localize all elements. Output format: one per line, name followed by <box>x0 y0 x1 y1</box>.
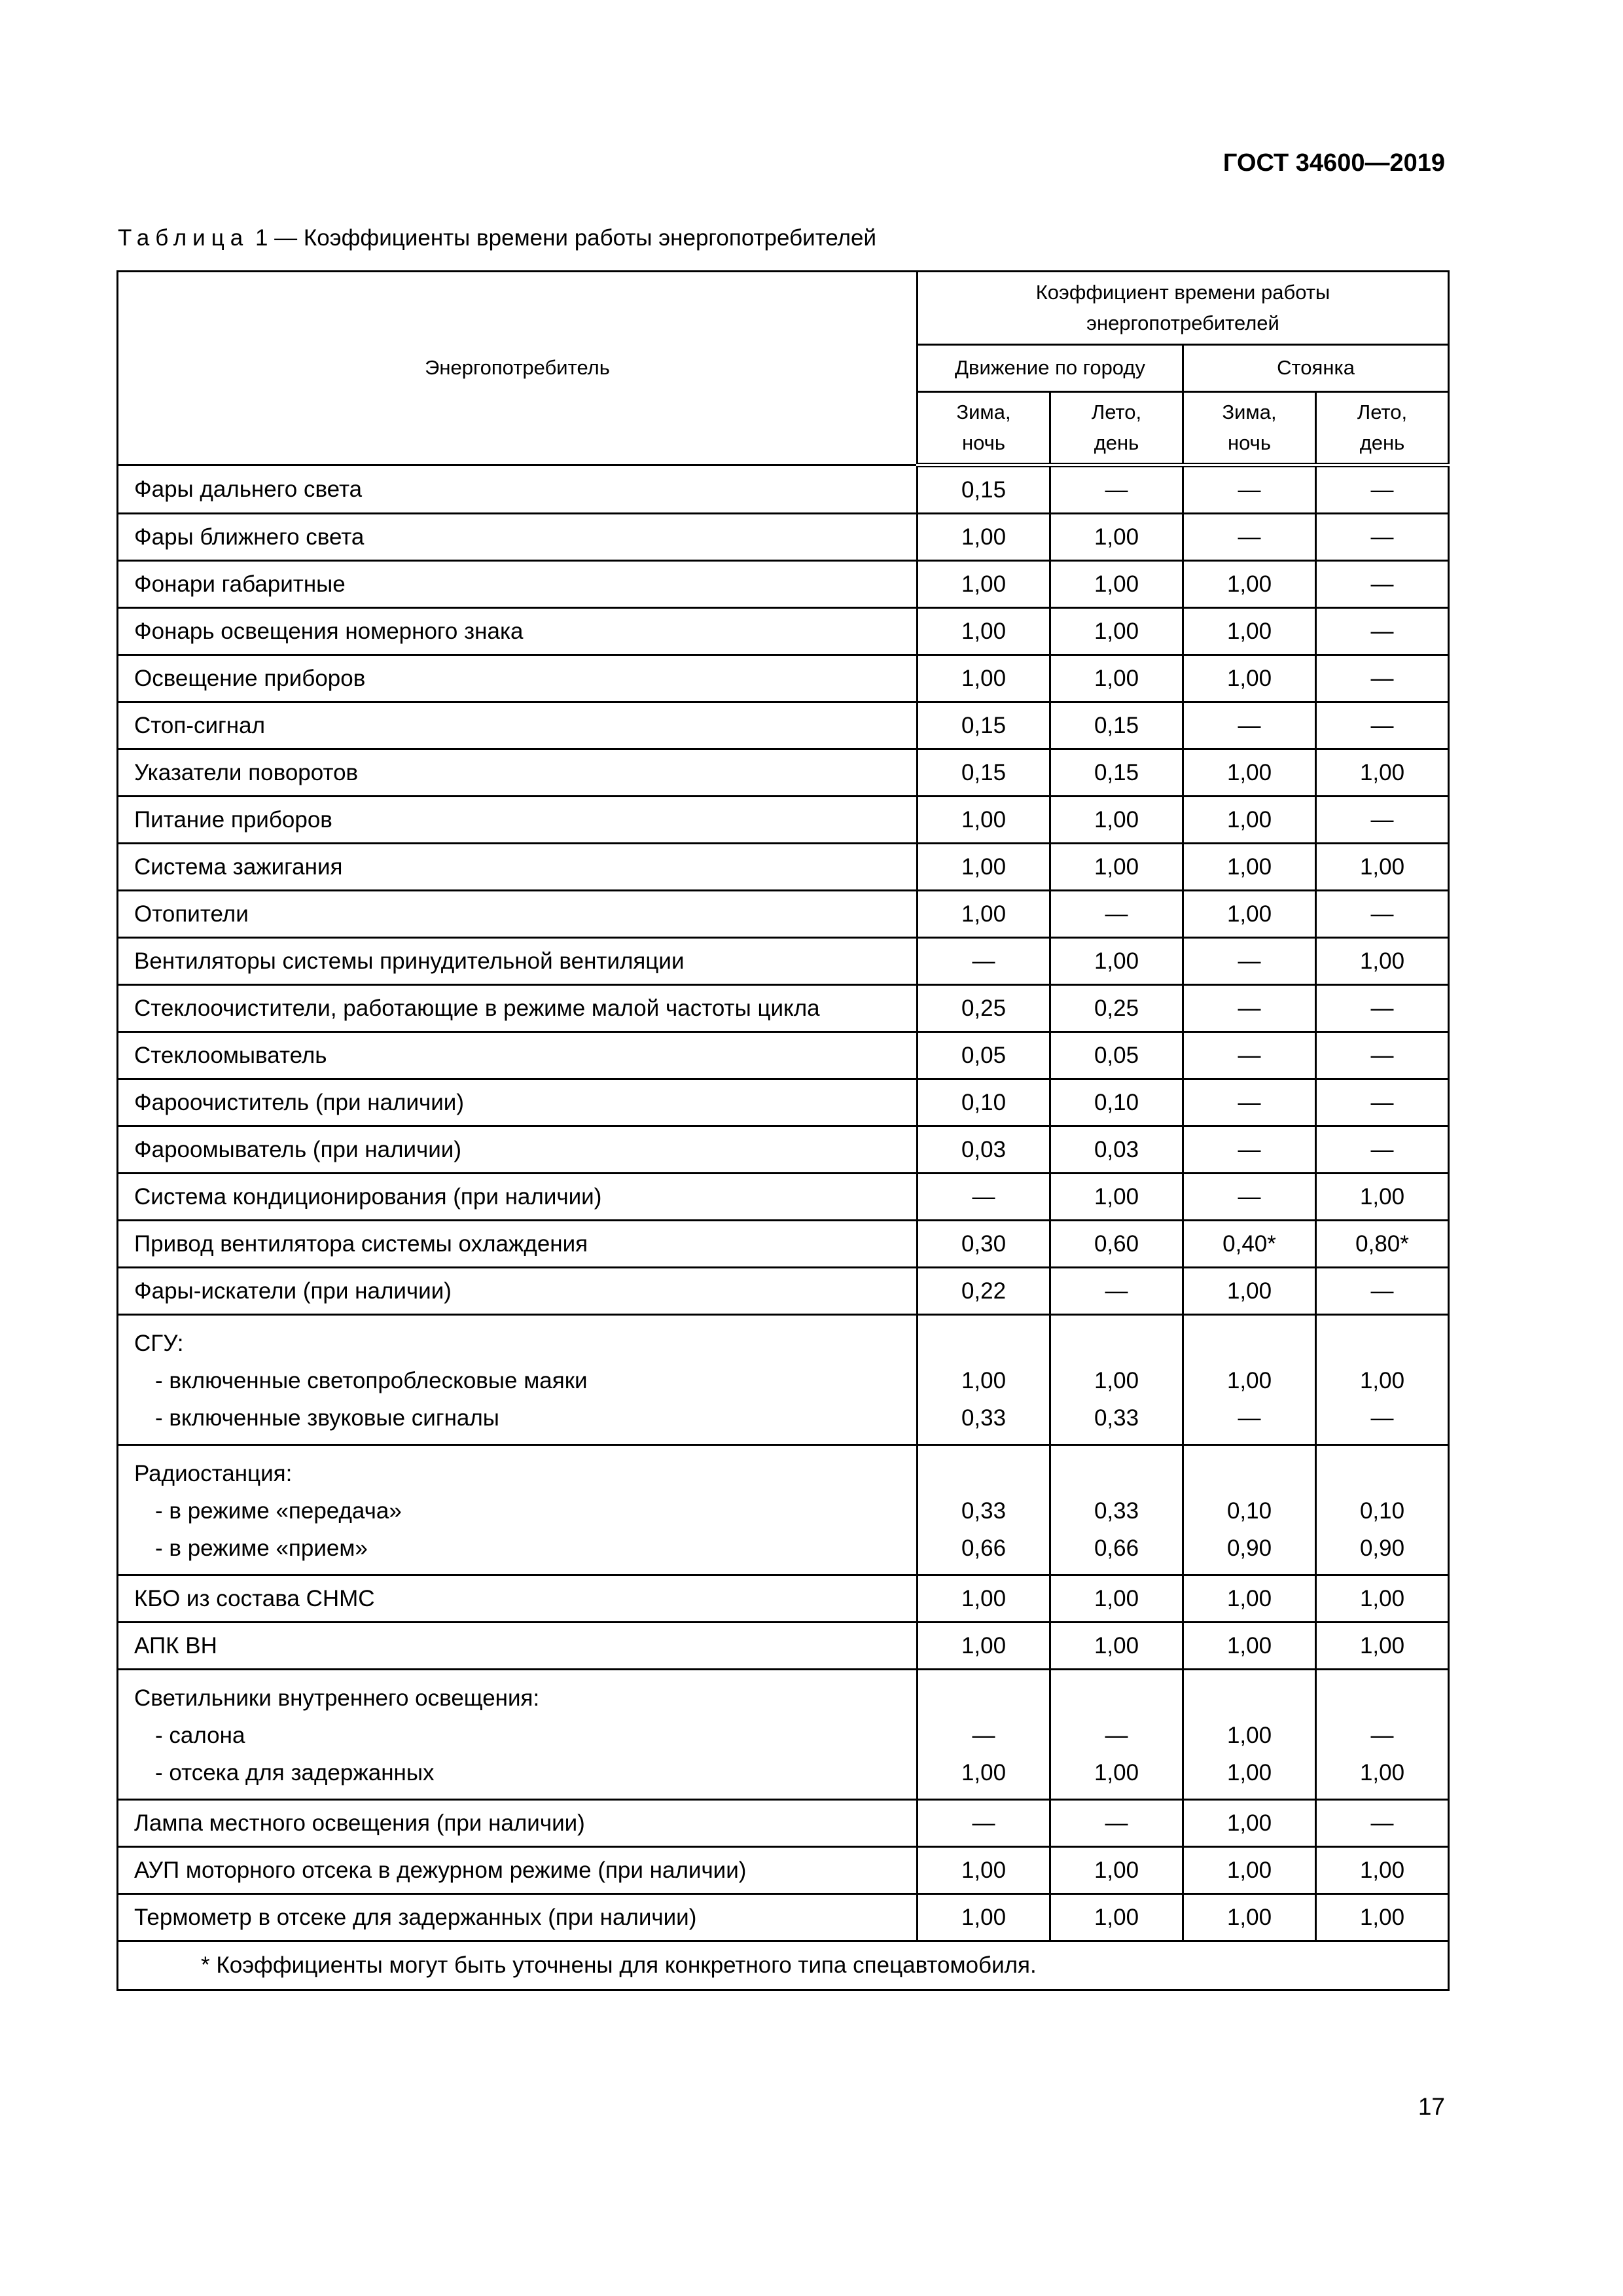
cell-value: 1,00 <box>1183 749 1316 797</box>
table-row <box>118 1126 1449 1174</box>
group-item-name: - отсека для задержанных <box>155 1760 435 1785</box>
table-row <box>118 1221 1449 1268</box>
cell-value: — <box>1316 702 1449 749</box>
cell-value: — <box>1316 1032 1449 1079</box>
page-number: 17 <box>1418 2093 1445 2120</box>
cell-value: — <box>1316 1800 1449 1847</box>
group-item-name: - в режиме «передача» <box>155 1498 402 1524</box>
row-name: Фары-искатели (при наличии) <box>118 1268 918 1315</box>
group-item-name: - в режиме «прием» <box>155 1535 368 1561</box>
table-row <box>118 1847 1449 1894</box>
cell-value: — <box>1316 608 1449 655</box>
cell-value: 1,00 <box>1183 608 1316 655</box>
cell-value: 0,15 <box>1050 749 1183 797</box>
group-title: Светильники внутреннего освещения: <box>134 1685 540 1711</box>
table-row <box>118 561 1449 608</box>
row-name: Термометр в отсеке для задержанных (при наличии) <box>118 1894 918 1941</box>
cell-value: 0,30 <box>918 1221 1050 1268</box>
cell-value: — <box>1316 1126 1449 1174</box>
cell-value: 1,00 <box>1050 561 1183 608</box>
row-name: Стеклоочистители, работающие в режиме малой частоты цикла <box>118 985 918 1032</box>
table-row <box>118 1268 1449 1315</box>
cell-value: 0,60 <box>1050 1221 1183 1268</box>
cell-value: — <box>1183 465 1316 514</box>
cell-value: 0,10 <box>918 1079 1050 1126</box>
table-row <box>118 465 1449 514</box>
cell-value: 1,00 <box>1183 1847 1316 1894</box>
row-name: Фонари габаритные <box>118 561 918 608</box>
table-row <box>118 702 1449 749</box>
cell-value: 1,00 <box>1316 1847 1449 1894</box>
footnote-row <box>118 1941 1449 1990</box>
table-row <box>118 1032 1449 1079</box>
header-parking-winter: Зима, ночь <box>1183 392 1316 465</box>
cell-value: — <box>1316 1079 1449 1126</box>
table-row <box>118 1575 1449 1623</box>
cell-value: — <box>1183 1174 1316 1221</box>
cell-value: 0,80* <box>1316 1221 1449 1268</box>
cell-value: — <box>1183 514 1316 561</box>
table-row-group-radio <box>118 1445 1449 1575</box>
table-row <box>118 797 1449 844</box>
cell-value: 1,00 <box>961 1368 1007 1393</box>
cell-value: 0,03 <box>1050 1126 1183 1174</box>
table-row <box>118 938 1449 985</box>
row-name: Фароочиститель (при наличии) <box>118 1079 918 1126</box>
cell-value: 0,33 <box>961 1498 1007 1524</box>
cell-value: 0,25 <box>1050 985 1183 1032</box>
table-row <box>118 608 1449 655</box>
cell-value: 1,00 <box>1316 1575 1449 1623</box>
cell-value: 0,10 <box>1359 1498 1405 1524</box>
table-caption <box>118 225 876 251</box>
cell-value: — <box>1050 891 1183 938</box>
cell-value: 1,00 <box>918 844 1050 891</box>
cell-value: 1,00 <box>1183 891 1316 938</box>
cell-value: — <box>1050 465 1183 514</box>
cell-value: 0,33 <box>1094 1405 1139 1431</box>
row-name: Система кондиционирования (при наличии) <box>118 1174 918 1221</box>
cell-value: 0,15 <box>918 749 1050 797</box>
cell-value: 1,00 <box>1050 844 1183 891</box>
cell-value: 1,00 <box>1359 1760 1405 1785</box>
table-row-group-sgu <box>118 1315 1449 1445</box>
cell-value: 1,00 <box>918 1623 1050 1670</box>
table-footnote: * Коэффициенты могут быть уточнены для конкретного типа спецавтомобиля. <box>118 1941 1449 1990</box>
cell-value: 1,00 <box>1359 1368 1405 1393</box>
table-row <box>118 749 1449 797</box>
table-row <box>118 1623 1449 1670</box>
cell-value: 0,10 <box>1050 1079 1183 1126</box>
cell-value: — <box>1050 1800 1183 1847</box>
group-title: СГУ: <box>134 1331 184 1356</box>
cell-value: — <box>1316 797 1449 844</box>
cell-value: 0,66 <box>961 1535 1007 1561</box>
row-name: АУП моторного отсека в дежурном режиме (при наличии) <box>118 1847 918 1894</box>
cell-value: — <box>1370 1723 1394 1748</box>
cell-value: 1,00 <box>918 797 1050 844</box>
table-row-group-lights <box>118 1670 1449 1800</box>
cell-value: 0,05 <box>918 1032 1050 1079</box>
table-row <box>118 891 1449 938</box>
cell-value: 1,00 <box>1183 1894 1316 1941</box>
cell-value: — <box>1316 514 1449 561</box>
cell-value: 1,00 <box>1050 797 1183 844</box>
cell-value: 0,15 <box>918 465 1050 514</box>
cell-value: 1,00 <box>918 655 1050 702</box>
cell-value: 1,00 <box>1316 749 1449 797</box>
cell-value: — <box>1183 938 1316 985</box>
group-item-name: - салона <box>155 1723 245 1748</box>
cell-value: 1,00 <box>918 1894 1050 1941</box>
header-city-summer: Лето, день <box>1050 392 1183 465</box>
table-row <box>118 985 1449 1032</box>
group-item-name: - включенные звуковые сигналы <box>155 1405 499 1431</box>
cell-value: — <box>1183 1032 1316 1079</box>
row-name: Отопители <box>118 891 918 938</box>
cell-value: 1,00 <box>1050 655 1183 702</box>
cell-value: 1,00 <box>1316 1623 1449 1670</box>
header-parking: Стоянка <box>1183 345 1449 392</box>
row-name: Фонарь освещения номерного знака <box>118 608 918 655</box>
coefficients-table <box>116 270 1450 1991</box>
cell-value: 0,10 <box>1226 1498 1272 1524</box>
cell-value: 1,00 <box>961 1760 1007 1785</box>
cell-value: 1,00 <box>918 1575 1050 1623</box>
cell-value: 1,00 <box>1226 1723 1272 1748</box>
table-row <box>118 655 1449 702</box>
cell-value: 1,00 <box>918 514 1050 561</box>
cell-value: 1,00 <box>1050 1623 1183 1670</box>
cell-value: 1,00 <box>1094 1368 1139 1393</box>
cell-value: 0,40* <box>1183 1221 1316 1268</box>
table-row <box>118 514 1449 561</box>
row-name: АПК ВН <box>118 1623 918 1670</box>
cell-value: 1,00 <box>1183 797 1316 844</box>
header-city-driving: Движение по городу <box>918 345 1183 392</box>
cell-value: 1,00 <box>1094 1760 1139 1785</box>
cell-value: — <box>1316 561 1449 608</box>
cell-value: 1,00 <box>918 608 1050 655</box>
cell-value: 1,00 <box>1050 1847 1183 1894</box>
table-row <box>118 1174 1449 1221</box>
cell-value: — <box>972 1723 995 1748</box>
row-name: Питание приборов <box>118 797 918 844</box>
row-name: Фары дальнего света <box>118 465 918 514</box>
cell-value: 1,00 <box>1183 561 1316 608</box>
cell-value: — <box>918 1174 1050 1221</box>
row-name: Фары ближнего света <box>118 514 918 561</box>
group-title: Радиостанция: <box>134 1461 293 1486</box>
cell-value: 0,15 <box>918 702 1050 749</box>
cell-value: — <box>1183 985 1316 1032</box>
caption-label: Таблица <box>118 225 249 251</box>
cell-value: 1,00 <box>1316 938 1449 985</box>
cell-value: 1,00 <box>1050 514 1183 561</box>
cell-value: 1,00 <box>1050 608 1183 655</box>
document-code: ГОСТ 34600—2019 <box>1222 149 1445 177</box>
cell-value: 0,25 <box>918 985 1050 1032</box>
cell-value: — <box>1183 1079 1316 1126</box>
row-name: Стеклоомыватель <box>118 1032 918 1079</box>
cell-value: 1,00 <box>1183 655 1316 702</box>
header-consumer: Энергопотребитель <box>118 272 918 465</box>
row-name: Стоп-сигнал <box>118 702 918 749</box>
cell-value: 1,00 <box>1183 844 1316 891</box>
cell-value: 0,15 <box>1050 702 1183 749</box>
cell-value: — <box>1105 1723 1128 1748</box>
cell-value: — <box>1370 1405 1394 1431</box>
cell-value: — <box>1316 1268 1449 1315</box>
header-coefficient: Коэффициент времени работы энергопотребителей <box>918 272 1449 345</box>
cell-value: — <box>1316 985 1449 1032</box>
table-row <box>118 1894 1449 1941</box>
caption-number: 1 <box>255 225 268 251</box>
cell-value: 0,05 <box>1050 1032 1183 1079</box>
cell-value: — <box>1183 702 1316 749</box>
cell-value: 0,66 <box>1094 1535 1139 1561</box>
cell-value: 0,03 <box>918 1126 1050 1174</box>
cell-value: — <box>1183 1126 1316 1174</box>
cell-value: 1,00 <box>1050 1575 1183 1623</box>
caption-title: — Коэффициенты времени работы энергопотребителей <box>274 225 877 251</box>
cell-value: 1,00 <box>918 1847 1050 1894</box>
cell-value: 0,90 <box>1359 1535 1405 1561</box>
cell-value: 1,00 <box>1183 1800 1316 1847</box>
cell-value: 0,33 <box>1094 1498 1139 1524</box>
cell-value: — <box>1050 1268 1183 1315</box>
cell-value: 1,00 <box>1316 844 1449 891</box>
row-name: Фароомыватель (при наличии) <box>118 1126 918 1174</box>
row-name: Указатели поворотов <box>118 749 918 797</box>
cell-value: — <box>918 938 1050 985</box>
cell-value: 0,90 <box>1226 1535 1272 1561</box>
cell-value: — <box>1238 1405 1261 1431</box>
cell-value: 1,00 <box>1316 1174 1449 1221</box>
table-row <box>118 1800 1449 1847</box>
header-city-winter: Зима, ночь <box>918 392 1050 465</box>
cell-value: 0,33 <box>961 1405 1007 1431</box>
cell-value: 1,00 <box>1316 1894 1449 1941</box>
cell-value: 1,00 <box>1050 1894 1183 1941</box>
cell-value: 1,00 <box>1183 1623 1316 1670</box>
cell-value: 1,00 <box>1050 1174 1183 1221</box>
header-parking-summer: Лето, день <box>1316 392 1449 465</box>
cell-value: 1,00 <box>1050 938 1183 985</box>
cell-value: 1,00 <box>918 561 1050 608</box>
cell-value: 0,22 <box>918 1268 1050 1315</box>
cell-value: 1,00 <box>1183 1575 1316 1623</box>
row-name: Вентиляторы системы принудительной вентиляции <box>118 938 918 985</box>
cell-value: 1,00 <box>1226 1760 1272 1785</box>
row-name: Система зажигания <box>118 844 918 891</box>
row-name: КБО из состава СНМС <box>118 1575 918 1623</box>
cell-value: 1,00 <box>1183 1268 1316 1315</box>
cell-value: — <box>1316 465 1449 514</box>
cell-value: — <box>1316 655 1449 702</box>
row-name: Освещение приборов <box>118 655 918 702</box>
row-name: Лампа местного освещения (при наличии) <box>118 1800 918 1847</box>
cell-value: — <box>1316 891 1449 938</box>
table-row <box>118 844 1449 891</box>
table-row <box>118 1079 1449 1126</box>
row-name: Привод вентилятора системы охлаждения <box>118 1221 918 1268</box>
group-item-name: - включенные светопроблесковые маяки <box>155 1368 588 1393</box>
cell-value: 1,00 <box>1226 1368 1272 1393</box>
cell-value: 1,00 <box>918 891 1050 938</box>
cell-value: — <box>918 1800 1050 1847</box>
